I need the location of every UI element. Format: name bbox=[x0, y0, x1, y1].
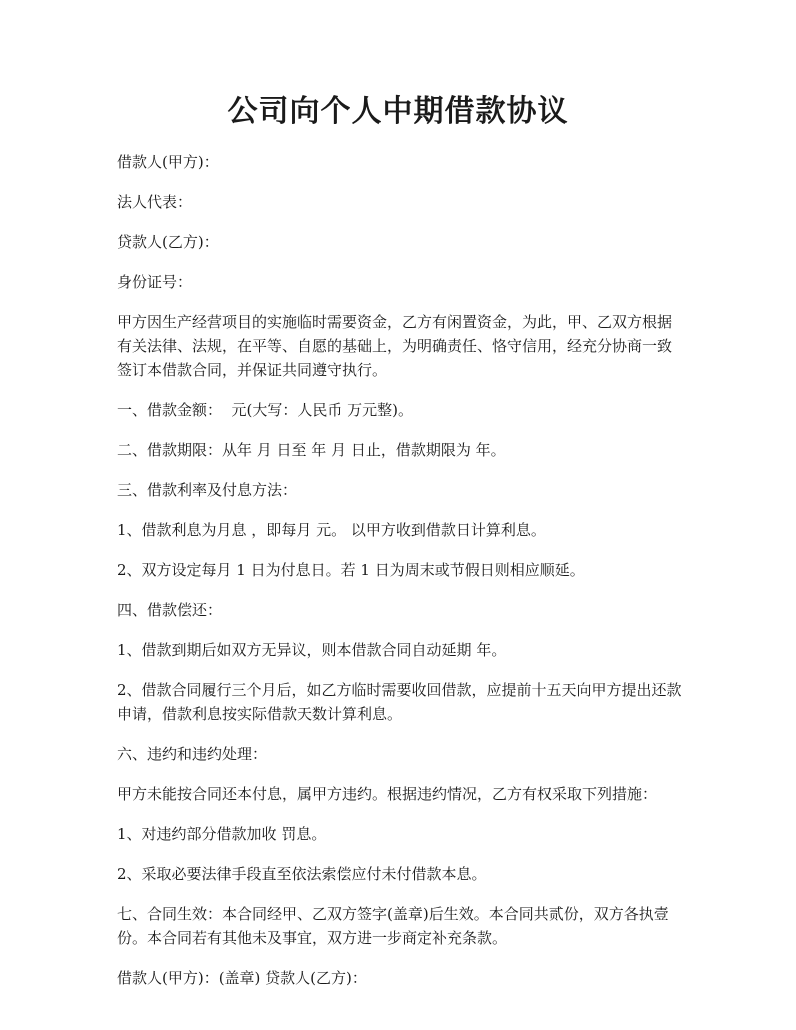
field-legal-representative: 法人代表： bbox=[117, 193, 193, 211]
field-borrower: 借款人(甲方)： bbox=[117, 153, 219, 171]
clause-repayment-heading: 四、借款偿还： bbox=[117, 601, 223, 619]
clause-breach-item-2: 2、采取必要法律手段直至依法索偿应付未付借款本息。 bbox=[117, 865, 487, 883]
clause-repayment-item-2: 2、借款合同履行三个月后，如乙方临时需要收回借款，应提前十五天向甲方提出还款申请，借款利息按实际借款天数计算利息。 bbox=[117, 681, 682, 723]
clause-loan-term: 二、借款期限：从年 月 日至 年 月 日止，借款期限为 年。 bbox=[117, 441, 506, 459]
clause-breach-paragraph: 甲方未能按合同还本付息，属甲方违约。根据违约情况，乙方有权采取下列措施： bbox=[117, 785, 658, 803]
clause-interest-item-2: 2、双方设定每月 1 日为付息日。若 1 日为周末或节假日则相应顺延。 bbox=[117, 561, 585, 579]
clause-repayment-item-1: 1、借款到期后如双方无异议，则本借款合同自动延期 年。 bbox=[117, 641, 507, 659]
document-title: 公司向个人中期借款协议 bbox=[227, 94, 569, 129]
signature-line: 借款人(甲方)：(盖章) 贷款人(乙方)： bbox=[117, 969, 367, 987]
clause-interest-item-1: 1、借款利息为月息 ，即每月 元。 以甲方收到借款日计算利息。 bbox=[117, 521, 546, 539]
clause-loan-amount: 一、借款金额： 元(大写：人民币 万元整)。 bbox=[117, 401, 414, 419]
field-id-number: 身份证号： bbox=[117, 273, 193, 291]
clause-breach-heading: 六、违约和违约处理： bbox=[117, 745, 268, 763]
preamble-paragraph: 甲方因生产经营项目的实施临时需要资金，乙方有闲置资金，为此，甲、乙双方根据有关法律、法规，在平等、自愿的基础上，为明确责任、恪守信用，经充分协商一致签订本借款合同，并保证共同遵守执行。 bbox=[117, 313, 673, 379]
clause-effectiveness: 七、合同生效：本合同经甲、乙双方签字(盖章)后生效。本合同共贰份，双方各执壹份。本合同若有其他未及事宜，双方进一步商定补充条款。 bbox=[117, 905, 669, 947]
clause-interest-heading: 三、借款利率及付息方法： bbox=[117, 481, 298, 499]
clause-breach-item-1: 1、对违约部分借款加收 罚息。 bbox=[117, 825, 327, 843]
field-lender: 贷款人(乙方)： bbox=[117, 233, 219, 251]
document-body bbox=[117, 150, 685, 1006]
